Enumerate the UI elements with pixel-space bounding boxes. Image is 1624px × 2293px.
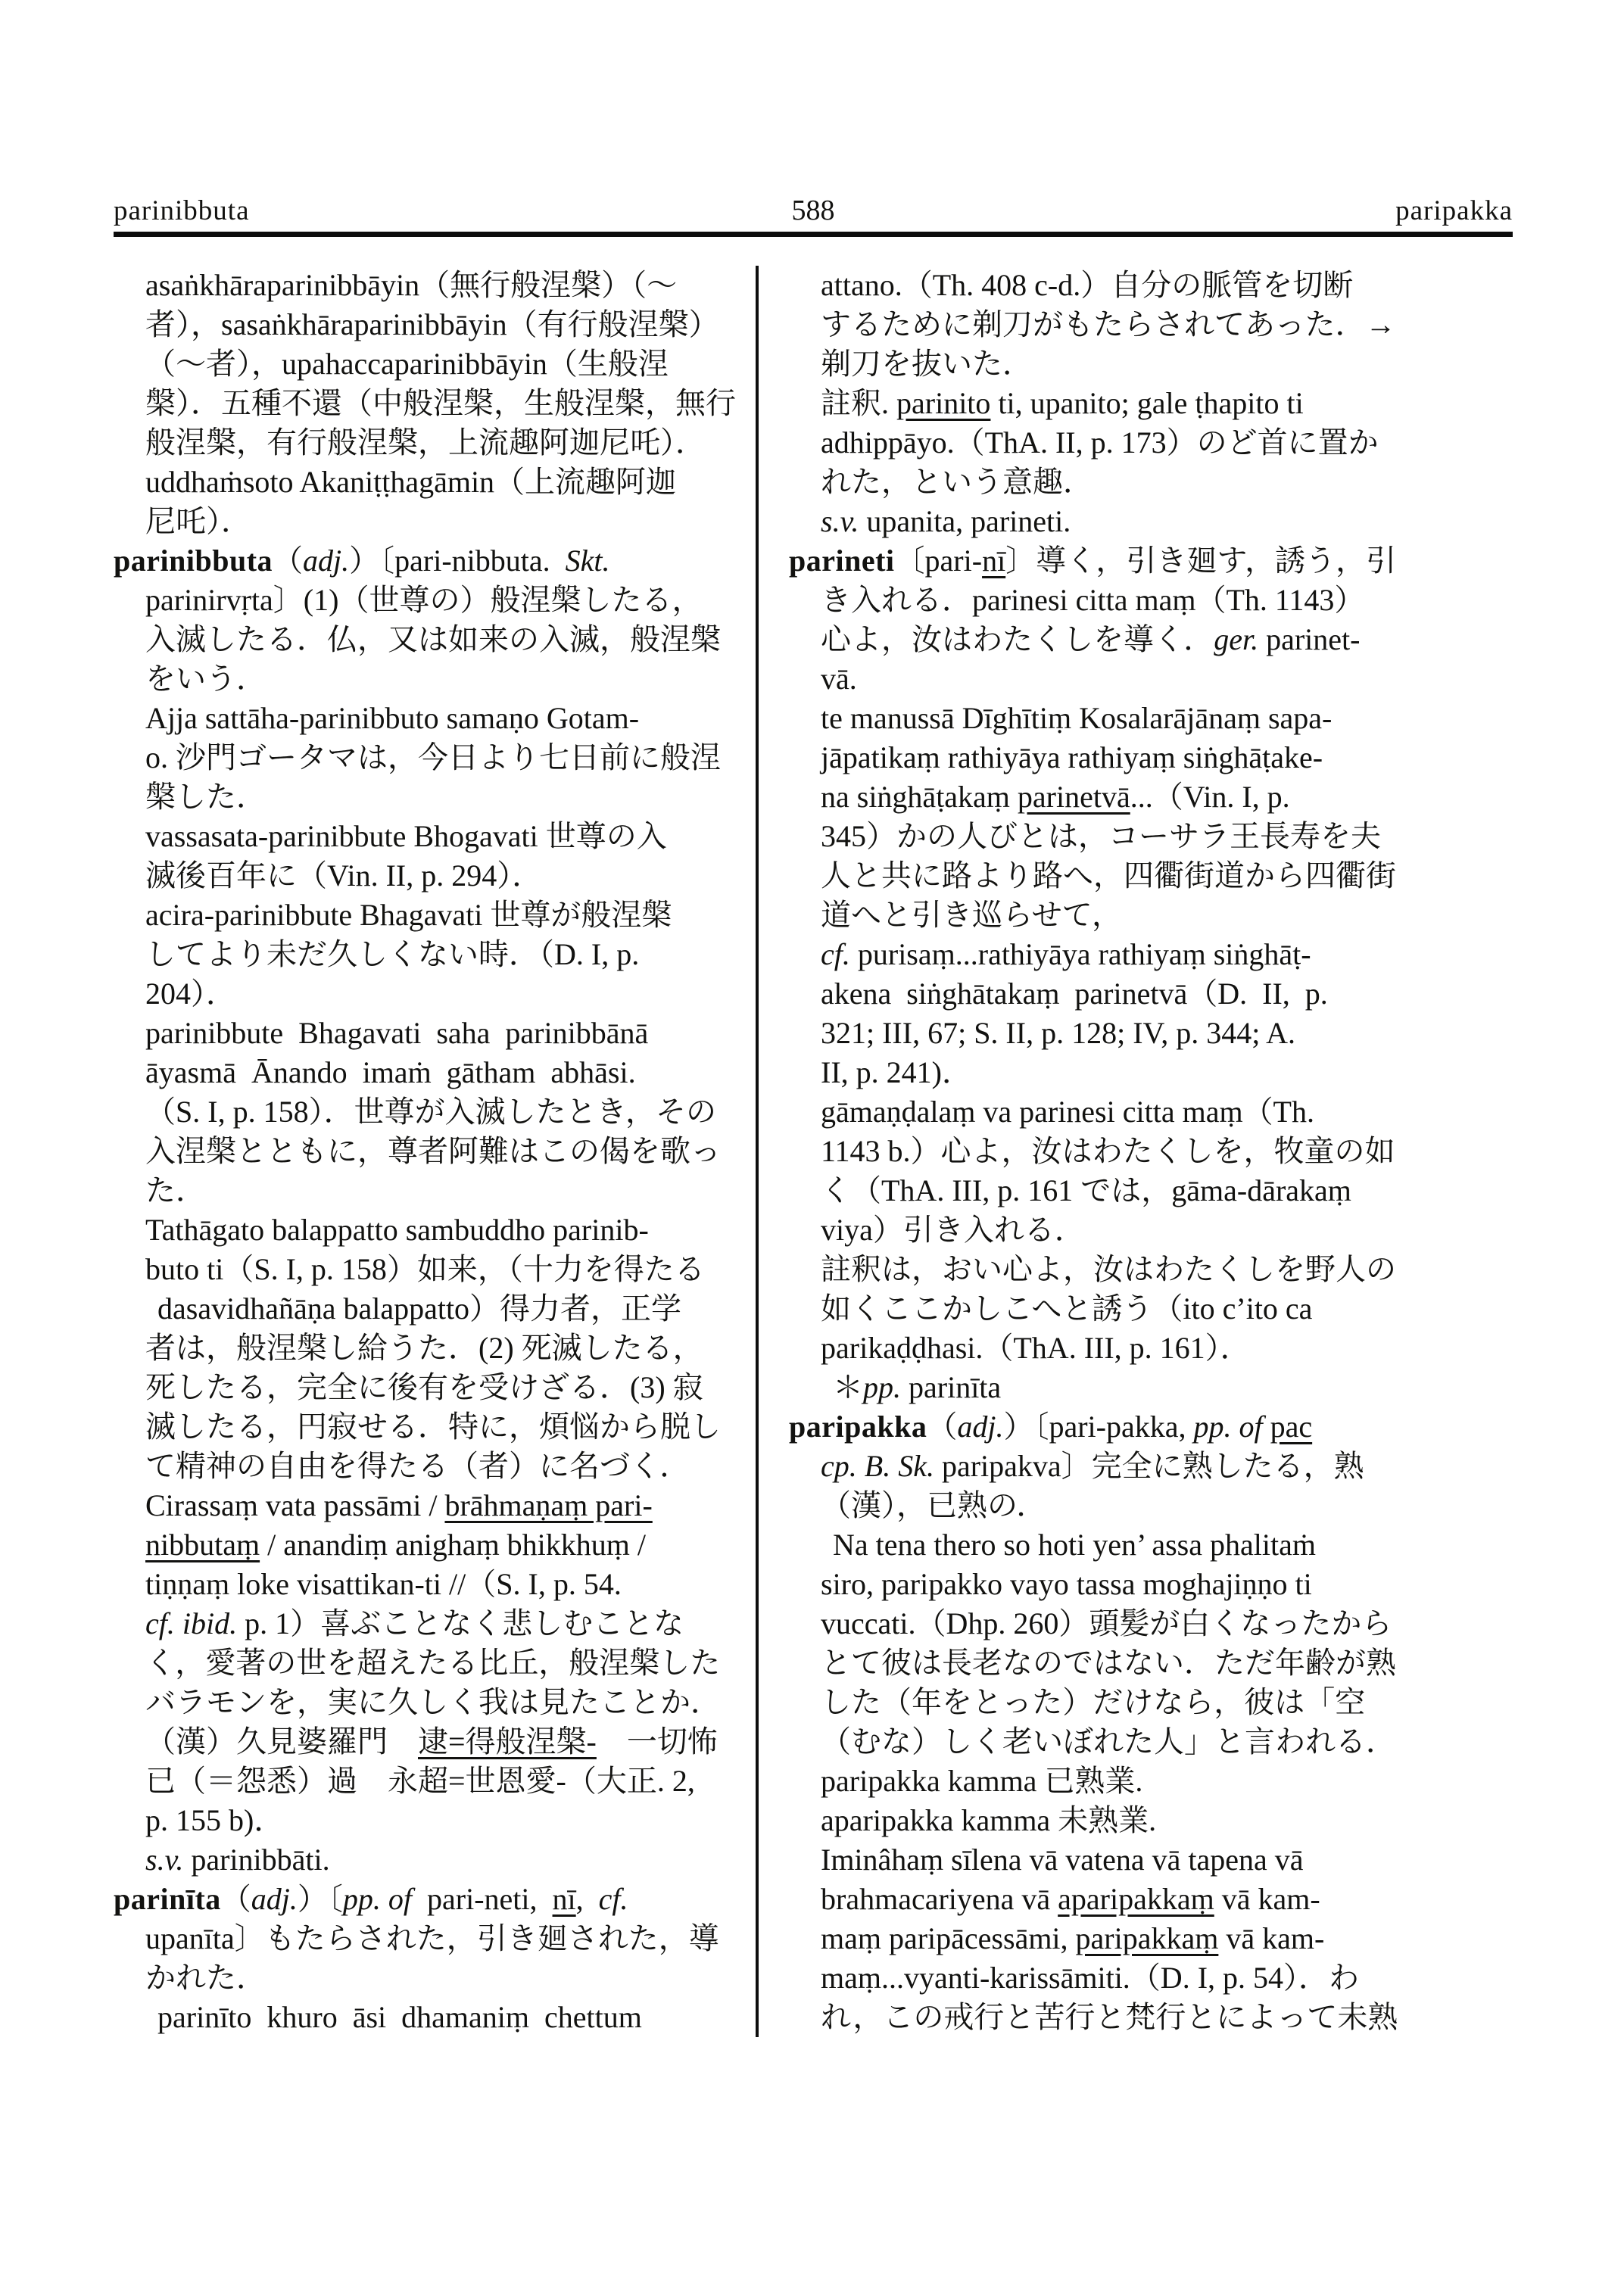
text-segment: / anandiṃ anighaṃ bhikkhuṃ / [260, 1528, 647, 1562]
text-segment: acira-parinibbute Bhagavati 世尊が般涅槃 [145, 898, 672, 932]
text-segment: Ajja sattāha-parinibbuto samaṇo Gotam- [145, 701, 640, 735]
text-segment: parinet- [1258, 622, 1361, 656]
text-segment: pari-neti, [412, 1882, 553, 1916]
text-line [789, 1722, 1513, 1762]
text-segment: adj. [957, 1410, 1004, 1444]
text-segment: na siṅghāṭakaṃ [821, 780, 1018, 814]
text-segment: く（ThA. III, p. 161 では，gāma-dārakaṃ [821, 1173, 1351, 1207]
text-segment: ）〔pari-nibbuta. [349, 544, 566, 578]
text-line [114, 1014, 754, 1053]
text-line [114, 1289, 754, 1329]
text-segment: cf. [598, 1882, 628, 1916]
text-segment: 滅したる，円寂せる．特に，煩悩から脱し [145, 1410, 721, 1444]
text-line [789, 1486, 1513, 1525]
header-rule [114, 232, 1513, 237]
text-line [789, 974, 1513, 1014]
text-segment: 槃）．五種不還（中般涅槃，生般涅槃，無行 [145, 386, 736, 420]
text-line [789, 502, 1513, 541]
text-segment: 滅後百年に（Vin. II, p. 294）． [145, 858, 543, 893]
text-line [114, 1447, 754, 1486]
page-number: 588 [791, 195, 835, 226]
text-line [114, 1919, 754, 1958]
text-line [789, 1014, 1513, 1053]
text-segment: adj. [251, 1882, 298, 1916]
text-segment: s.v. [145, 1843, 184, 1877]
text-line [789, 856, 1513, 896]
text-line [789, 1171, 1513, 1210]
text-segment: （ [273, 544, 304, 578]
text-line [114, 1132, 754, 1171]
text-segment: cf. [821, 937, 850, 971]
text-line [114, 1368, 754, 1407]
text-line [789, 1407, 1513, 1447]
text-line [789, 1525, 1513, 1565]
text-segment: nī [552, 1882, 576, 1916]
text-segment: ...（Vin. I, p. [1130, 780, 1290, 814]
text-segment: するために剃刀がもたらされてあった．→ [821, 307, 1396, 341]
text-line [114, 1210, 754, 1250]
text-line [114, 620, 754, 659]
text-line [789, 620, 1513, 659]
text-line [789, 581, 1513, 620]
text-segment: pp. of [1193, 1410, 1263, 1444]
text-segment: 剃刀を抜いた． [821, 347, 1033, 381]
text-line [114, 1250, 754, 1289]
text-segment: してより未だ久しくない時．（D. I, p. [145, 937, 640, 971]
text-segment: 般涅槃，有行般涅槃，上流趣阿迦尼吒）． [145, 425, 706, 460]
text-segment: parinīta [901, 1370, 1002, 1404]
text-segment: 尼吒）． [145, 504, 251, 538]
text-segment: かれた． [145, 1961, 267, 1995]
text-segment: 者は，般涅槃し給うた．(2) 死滅したる， [145, 1331, 703, 1365]
text-segment: ＊ [833, 1370, 863, 1404]
text-segment: 道へと引き巡らせて， [821, 898, 1122, 932]
text-line [789, 777, 1513, 817]
text-segment: , [575, 1882, 599, 1916]
text-line [789, 1919, 1513, 1958]
text-segment: adhippāyo.（ThA. II, p. 173）のど首に置か [821, 425, 1379, 460]
text-segment: maṃ...vyanti-karissāmiti.（D. I, p. 54）．わ [821, 1961, 1360, 1995]
text-line [789, 305, 1513, 344]
right-column [759, 266, 1513, 2037]
text-segment: brāhmaṇaṃ pari- [444, 1488, 653, 1522]
text-line [789, 266, 1513, 305]
text-line [114, 1407, 754, 1447]
text-segment: upanīta〕もたらされた，引き廻された，導 [145, 1921, 719, 1955]
text-line [114, 1092, 754, 1132]
text-segment: p. 1）喜ぶことなく悲しむことな [237, 1606, 684, 1640]
text-line [114, 738, 754, 777]
text-line [789, 384, 1513, 423]
text-segment: upanita, parineti. [859, 504, 1071, 538]
left-column [114, 266, 754, 2037]
text-segment: ger. [1214, 622, 1259, 656]
text-segment: vuccati.（Dhp. 260）頭髪が白くなったから [821, 1606, 1392, 1640]
text-line [789, 1092, 1513, 1132]
text-line [789, 1840, 1513, 1880]
text-line [114, 1643, 754, 1683]
text-line [114, 1880, 754, 1919]
text-line [114, 1801, 754, 1840]
text-segment: pp. of [342, 1882, 413, 1916]
text-segment: Tathāgato balappatto sambuddho parinib- [145, 1213, 649, 1247]
text-line [789, 423, 1513, 463]
text-line [789, 1801, 1513, 1840]
text-segment: 入滅したる．仏，又は如来の入滅，般涅槃 [145, 622, 721, 656]
text-segment: paripakkaṃ [1075, 1921, 1219, 1955]
text-segment: 321; III, 67; S. II, p. 128; IV, p. 344; A. [821, 1016, 1296, 1050]
text-segment: ti, upanito; gale ṭhapito ti [990, 386, 1304, 420]
text-segment: nī [982, 544, 1006, 578]
text-segment: parinibbute Bhagavati saha parinibbānā [145, 1016, 649, 1050]
text-line [114, 699, 754, 738]
text-segment: brahmacariyena vā [821, 1882, 1058, 1916]
text-segment: uddhaṁsoto Akaniṭṭhagāmin（上流趣阿迦 [145, 465, 677, 499]
text-line [114, 896, 754, 935]
text-segment: p. 155 b)． [145, 1803, 285, 1837]
text-line [114, 423, 754, 463]
text-segment: 者），sasaṅkhāraparinibbāyin（有行般涅槃） [145, 307, 719, 341]
text-line [114, 1840, 754, 1880]
text-segment: s.v. [821, 504, 859, 538]
text-line [789, 896, 1513, 935]
text-line [789, 1643, 1513, 1683]
text-segment: バラモンを，実に久しく我は見たことか． [145, 1685, 721, 1719]
text-line [789, 1368, 1513, 1407]
text-segment: ）〔 [297, 1882, 343, 1916]
text-segment: Skt. [565, 544, 610, 578]
text-segment: adj. [303, 544, 350, 578]
text-segment: 入涅槃とともに，尊者阿難はこの偈を歌っ [145, 1134, 721, 1168]
text-segment: pac [1270, 1410, 1313, 1444]
text-segment: o. 沙門ゴータマは，今日より七日前に般涅 [145, 740, 721, 774]
text-segment: 槃した． [145, 780, 267, 814]
text-segment: vā kam- [1214, 1882, 1320, 1916]
text-segment: （むな）しく老いぼれた人」と言われる． [821, 1724, 1396, 1759]
text-line [114, 1683, 754, 1722]
text-segment: siro, paripakko vayo tassa moghajiṇṇo ti [821, 1567, 1312, 1601]
text-segment: 逮=得般涅槃- [418, 1724, 597, 1759]
text-segment: vā kam- [1218, 1921, 1325, 1955]
text-line [789, 1880, 1513, 1919]
text-line [114, 581, 754, 620]
text-segment: aparipakka kamma 未熟業. [821, 1803, 1157, 1837]
text-segment: te manussā Dīghītiṃ Kosalarājānaṃ sapa- [821, 701, 1333, 735]
text-segment: 〕導く，引き廻す，誘う，引 [1005, 544, 1397, 578]
dictionary-page [114, 155, 1513, 2037]
text-segment: cp. B. Sk. [821, 1449, 934, 1483]
text-segment: parineti [789, 544, 895, 578]
text-segment: く，愛著の世を超えたる比丘，般涅槃した [145, 1646, 721, 1680]
text-segment: 〔pari- [894, 544, 983, 578]
text-segment: parinibbuta [114, 544, 273, 578]
text-line [114, 1998, 754, 2037]
text-segment: vā. [821, 662, 857, 696]
text-segment: （漢）久見婆羅門 [145, 1724, 418, 1759]
text-line [789, 1289, 1513, 1329]
text-line [114, 1053, 754, 1092]
text-segment: parinetvā [1017, 780, 1130, 814]
text-segment: parikaḍḍhasi.（ThA. III, p. 161）． [821, 1331, 1251, 1365]
text-segment: とて彼は長老なのではない．ただ年齢が熟 [821, 1646, 1396, 1680]
text-segment: Cirassaṃ vata passāmi / [145, 1488, 445, 1522]
text-line [789, 1762, 1513, 1801]
text-line [114, 1565, 754, 1604]
text-columns [114, 266, 1513, 2037]
text-segment: （S. I, p. 158）．世尊が入滅したとき，その [145, 1095, 716, 1129]
text-segment: attano.（Th. 408 c-d.）自分の脈管を切断 [821, 268, 1354, 302]
text-segment: れ，この戒行と苦行と梵行とによって未熟 [821, 2000, 1398, 2034]
text-segment: paripakka [789, 1410, 927, 1444]
text-segment: II, p. 241)． [821, 1055, 972, 1089]
text-line [789, 1329, 1513, 1368]
text-segment: vassasata-parinibbute Bhogavati 世尊の入 [145, 819, 667, 853]
text-line [114, 344, 754, 384]
running-head-right-keyword: paripakka [1395, 195, 1513, 226]
text-segment: をいう． [145, 662, 267, 696]
text-line [789, 1447, 1513, 1486]
text-segment: 註釈は，おい心よ，汝はわたくしを野人の [821, 1252, 1396, 1286]
text-line [789, 1683, 1513, 1722]
text-segment: gāmaṇḍalaṃ va parinesi citta maṃ（Th. [821, 1095, 1314, 1129]
text-segment: 註釈. [821, 386, 896, 420]
text-segment: （ [220, 1882, 251, 1916]
text-segment: Na tena thero so hoti yen’ assa phalitaṁ [833, 1528, 1316, 1562]
text-line [789, 1958, 1513, 1998]
text-line [114, 1604, 754, 1643]
text-segment: Iminâhaṃ sīlena vā vatena vā tapena vā [821, 1843, 1304, 1877]
text-segment: 345）かの人びとは，コーサラ王長寿を夫 [821, 819, 1381, 853]
text-line [114, 384, 754, 423]
text-segment: dasavidhañāṇa balappatto）得力者，正学 [157, 1291, 682, 1326]
text-segment: nibbutaṃ [145, 1528, 260, 1562]
text-line [789, 1565, 1513, 1604]
text-line [114, 463, 754, 502]
text-segment: （漢），已熟の． [821, 1488, 1047, 1522]
text-line [114, 1525, 754, 1565]
text-line [114, 305, 754, 344]
text-line [114, 659, 754, 699]
text-line [114, 1762, 754, 1801]
text-segment: 心よ，汝はわたくしを導く． [821, 622, 1214, 656]
text-line [789, 817, 1513, 856]
text-line [789, 699, 1513, 738]
text-segment: jāpatikaṃ rathiyāya rathiyaṃ siṅghāṭake- [821, 740, 1323, 774]
text-segment: paripakva〕完全に熟したる，熟 [934, 1449, 1364, 1483]
text-segment: viya）引き入れる． [821, 1213, 1085, 1247]
text-line [114, 777, 754, 817]
text-line [114, 1486, 754, 1525]
text-segment: parinirvṛta〕(1)（世尊の）般涅槃したる， [145, 583, 703, 617]
text-line [789, 738, 1513, 777]
text-line [789, 1210, 1513, 1250]
text-segment: 204）． [145, 977, 236, 1011]
text-line [789, 1250, 1513, 1289]
text-segment: āyasmā Ānando imaṁ gātham abhāsi. [145, 1055, 636, 1089]
text-segment: き入れる．parinesi citta maṃ（Th. 1143） [821, 583, 1365, 617]
text-segment: した（年をとった）だけなら，彼は「空 [821, 1685, 1366, 1719]
text-segment: （ [927, 1410, 958, 1444]
text-segment: れた，という意趣． [821, 465, 1093, 499]
text-line [789, 463, 1513, 502]
text-segment: 一切怖 [596, 1724, 718, 1759]
text-line [114, 974, 754, 1014]
text-segment [1263, 1410, 1270, 1444]
text-line [114, 1329, 754, 1368]
text-segment: 已（＝怨悉）過 永超=世恩愛-（大正. 2, [145, 1764, 695, 1798]
text-segment: purisaṃ...rathiyāya rathiyaṃ siṅghāṭ- [849, 937, 1311, 971]
text-segment: 人と共に路より路へ，四衢街道から四衢街 [821, 858, 1396, 893]
text-segment: maṃ paripācessāmi, [821, 1921, 1076, 1955]
text-segment: 1143 b.）心よ，汝はわたくしを，牧童の如 [821, 1134, 1395, 1168]
text-line [789, 344, 1513, 384]
text-line [114, 502, 754, 541]
text-segment: parinīto khuro āsi dhamaniṃ chettum [157, 2000, 642, 2034]
text-segment: aparipakkaṃ [1058, 1882, 1214, 1916]
text-line [114, 856, 754, 896]
running-head-left-keyword: parinibbuta [114, 195, 250, 226]
text-segment: て精神の自由を得たる（者）に名づく． [145, 1449, 690, 1483]
text-line [789, 1053, 1513, 1092]
text-line [789, 659, 1513, 699]
text-segment: akena siṅghātakaṃ parinetvā（D. II, p. [821, 977, 1328, 1011]
text-line [114, 1171, 754, 1210]
text-line [789, 1998, 1513, 2037]
text-segment: parinito [896, 386, 991, 420]
text-line [114, 1958, 754, 1998]
text-segment: parinīta [114, 1882, 221, 1916]
text-line [114, 817, 754, 856]
text-segment: pp. [863, 1370, 901, 1404]
text-line [114, 1722, 754, 1762]
text-segment: asaṅkhāraparinibbāyin（無行般涅槃）（～ [145, 268, 678, 302]
text-line [789, 935, 1513, 974]
text-line [789, 1132, 1513, 1171]
text-segment: （～者），upahaccaparinibbāyin（生般涅 [145, 347, 669, 381]
text-segment: cf. ibid. [145, 1606, 238, 1640]
text-line [789, 541, 1513, 581]
text-segment: parinibbāti. [183, 1843, 330, 1877]
text-segment: た． [145, 1173, 206, 1207]
text-segment: buto ti（S. I, p. 158）如来，（十力を得たる [145, 1252, 705, 1286]
text-segment: 如くここかしこへと誘う（ito c’ito ca [821, 1291, 1313, 1326]
text-line [114, 935, 754, 974]
text-line [789, 1604, 1513, 1643]
running-head [114, 155, 1513, 225]
text-line [114, 541, 754, 581]
text-segment: 死したる，完全に後有を受けざる．(3) 寂 [145, 1370, 703, 1404]
text-segment: tiṇṇaṃ loke visattikan-ti //（S. I, p. 54. [145, 1567, 622, 1601]
text-line [114, 266, 754, 305]
text-segment: paripakka kamma 已熟業. [821, 1764, 1143, 1798]
text-segment: ）〔pari-pakka, [1003, 1410, 1194, 1444]
